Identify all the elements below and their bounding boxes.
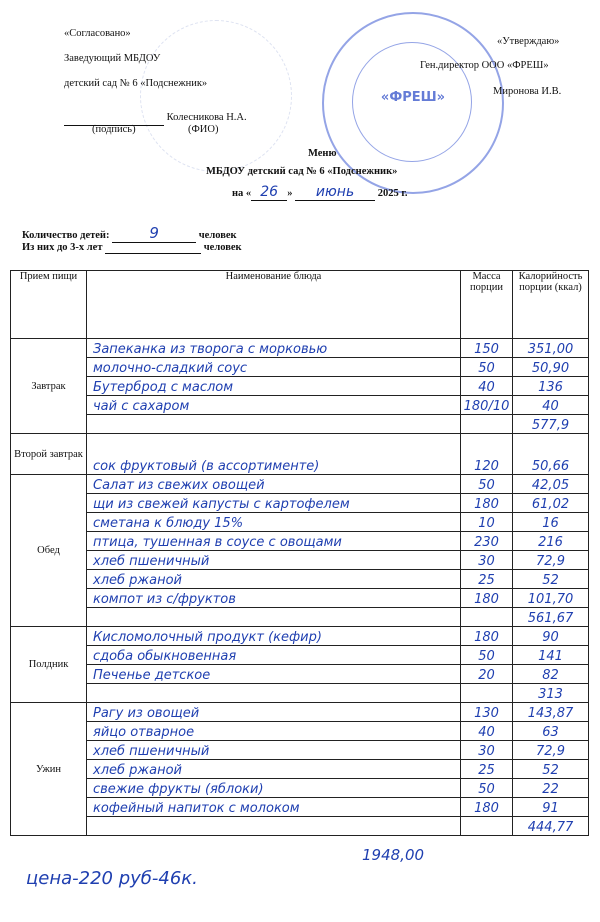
date-day: 26 (251, 184, 287, 201)
dish-mass: 25 (461, 760, 513, 779)
approver-signature-line (64, 104, 247, 126)
meal-name: Полдник (11, 627, 87, 703)
under3-value-blank (105, 242, 201, 254)
dish-name: хлеб ржаной (87, 570, 461, 589)
dish-mass: 120 (461, 434, 513, 475)
director-name: Миронова И.В. (493, 86, 562, 97)
dish-name: хлеб пшеничный (87, 741, 461, 760)
dish-mass (461, 684, 513, 703)
under3-unit: человек (203, 242, 242, 253)
dish-kcal: 40 (513, 396, 589, 415)
table-row (11, 551, 589, 570)
meal-name: Завтрак (11, 339, 87, 434)
table-row (11, 608, 589, 627)
dish-kcal: 72,9 (513, 551, 589, 570)
header-dish: Наименование блюда (87, 271, 461, 339)
table-row (11, 377, 589, 396)
dish-name (87, 608, 461, 627)
dish-name: молочно-сладкий соус (87, 358, 461, 377)
table-row (11, 475, 589, 494)
table-row (11, 434, 589, 475)
dish-kcal: 50,66 (513, 434, 589, 475)
dish-name: хлеб пшеничный (87, 551, 461, 570)
table-row (11, 741, 589, 760)
dish-kcal: 16 (513, 513, 589, 532)
table-row (11, 570, 589, 589)
table-row (11, 339, 589, 358)
signature-caption: (подпись) (92, 124, 136, 135)
under3-line (22, 242, 242, 254)
faint-seal (140, 20, 292, 172)
dish-name: свежие фрукты (яблоки) (87, 779, 461, 798)
dish-kcal: 561,67 (513, 608, 589, 627)
children-count-label: Количество детей: (22, 230, 110, 241)
table-row (11, 779, 589, 798)
menu-title: Меню (308, 148, 337, 159)
dish-mass (461, 817, 513, 836)
menu-table-header (11, 271, 589, 339)
dish-name: хлеб ржаной (87, 760, 461, 779)
approval-label: «Согласовано» (64, 28, 131, 39)
dish-kcal: 63 (513, 722, 589, 741)
dish-name: Запеканка из творога с морковью (87, 339, 461, 358)
dish-name: кофейный напиток с молоком (87, 798, 461, 817)
table-row (11, 494, 589, 513)
menu-date (232, 184, 408, 201)
table-row (11, 646, 589, 665)
table-row (11, 665, 589, 684)
dish-mass: 50 (461, 779, 513, 798)
approver-name: Колесникова Н.А. (166, 112, 247, 123)
dish-name: щи из свежей капусты с картофелем (87, 494, 461, 513)
dish-mass: 150 (461, 339, 513, 358)
dish-mass: 180 (461, 798, 513, 817)
dish-kcal: 351,00 (513, 339, 589, 358)
signature-scribble (64, 104, 164, 126)
dish-kcal: 444,77 (513, 817, 589, 836)
table-row (11, 358, 589, 377)
children-count-unit: человек (198, 230, 237, 241)
dish-name: Кисломолочный продукт (кефир) (87, 627, 461, 646)
header-meal: Прием пищи (11, 271, 87, 339)
dish-mass: 180/10 (461, 396, 513, 415)
dish-mass: 40 (461, 377, 513, 396)
date-month: июнь (295, 184, 375, 201)
table-row (11, 722, 589, 741)
dish-mass: 180 (461, 627, 513, 646)
dish-name: Бутерброд с маслом (87, 377, 461, 396)
dish-kcal: 50,90 (513, 358, 589, 377)
dish-kcal: 313 (513, 684, 589, 703)
dish-kcal: 143,87 (513, 703, 589, 722)
dish-kcal: 216 (513, 532, 589, 551)
table-row (11, 817, 589, 836)
date-prefix: на « (232, 188, 252, 199)
dish-name: сметана к блюду 15% (87, 513, 461, 532)
dish-mass: 20 (461, 665, 513, 684)
dish-name: Рагу из овощей (87, 703, 461, 722)
dish-name: Салат из свежих овощей (87, 475, 461, 494)
menu-table (10, 270, 589, 836)
dish-name (87, 415, 461, 434)
meal-name: Второй завтрак (11, 434, 87, 475)
dish-mass: 50 (461, 358, 513, 377)
date-mid: » (287, 188, 293, 199)
header-kcal: Калорийность порции (ккал) (513, 271, 589, 339)
dish-mass: 30 (461, 741, 513, 760)
dish-kcal: 61,02 (513, 494, 589, 513)
dish-mass: 50 (461, 646, 513, 665)
table-row (11, 396, 589, 415)
dish-name: птица, тушенная в соусе с овощами (87, 532, 461, 551)
dish-mass: 50 (461, 475, 513, 494)
under3-label: Из них до 3-х лет (22, 242, 103, 253)
dish-mass: 230 (461, 532, 513, 551)
header-mass: Масса порции (461, 271, 513, 339)
dish-mass: 10 (461, 513, 513, 532)
dish-mass (461, 415, 513, 434)
dish-kcal: 136 (513, 377, 589, 396)
price-note: цена-220 руб-46к. (26, 868, 198, 889)
dish-name (87, 817, 461, 836)
children-count-value: 9 (112, 224, 196, 243)
dish-mass: 30 (461, 551, 513, 570)
dish-mass: 130 (461, 703, 513, 722)
dish-name: сок фруктовый (в ассортименте) (87, 434, 461, 475)
table-row (11, 798, 589, 817)
table-row (11, 627, 589, 646)
approver-position: Заведующий МБДОУ (64, 53, 161, 64)
approve-label: «Утверждаю» (497, 36, 560, 47)
table-row (11, 532, 589, 551)
dish-name (87, 684, 461, 703)
table-row (11, 760, 589, 779)
dish-kcal: 42,05 (513, 475, 589, 494)
table-row (11, 589, 589, 608)
dish-kcal: 82 (513, 665, 589, 684)
approver-org: детский сад № 6 «Подснежник» (64, 78, 208, 89)
dish-mass: 180 (461, 589, 513, 608)
dish-kcal: 577,9 (513, 415, 589, 434)
dish-mass (461, 608, 513, 627)
dish-mass: 180 (461, 494, 513, 513)
table-row (11, 415, 589, 434)
fio-caption: (ФИО) (188, 124, 219, 135)
dish-kcal: 22 (513, 779, 589, 798)
dish-name: компот из с/фруктов (87, 589, 461, 608)
dish-name: сдоба обыкновенная (87, 646, 461, 665)
table-row (11, 684, 589, 703)
date-year: 2025 г. (377, 188, 408, 199)
dish-mass: 40 (461, 722, 513, 741)
grand-total: 1948,00 (362, 846, 425, 864)
dish-name: Печенье детское (87, 665, 461, 684)
dish-kcal: 101,70 (513, 589, 589, 608)
company-seal-text: «ФРЕШ» (380, 90, 446, 105)
dish-name: чай с сахаром (87, 396, 461, 415)
menu-table-body (11, 339, 589, 836)
meal-name: Ужин (11, 703, 87, 836)
dish-kcal: 91 (513, 798, 589, 817)
children-count-line (22, 224, 237, 243)
dish-kcal: 90 (513, 627, 589, 646)
director-position: Ген.директор ООО «ФРЕШ» (420, 60, 549, 71)
meal-name: Обед (11, 475, 87, 627)
dish-kcal: 141 (513, 646, 589, 665)
dish-name: яйцо отварное (87, 722, 461, 741)
menu-subtitle: МБДОУ детский сад № 6 «Подснежник» (206, 166, 398, 177)
dish-mass: 25 (461, 570, 513, 589)
table-row (11, 513, 589, 532)
dish-kcal: 72,9 (513, 741, 589, 760)
table-row (11, 703, 589, 722)
dish-kcal: 52 (513, 570, 589, 589)
dish-kcal: 52 (513, 760, 589, 779)
